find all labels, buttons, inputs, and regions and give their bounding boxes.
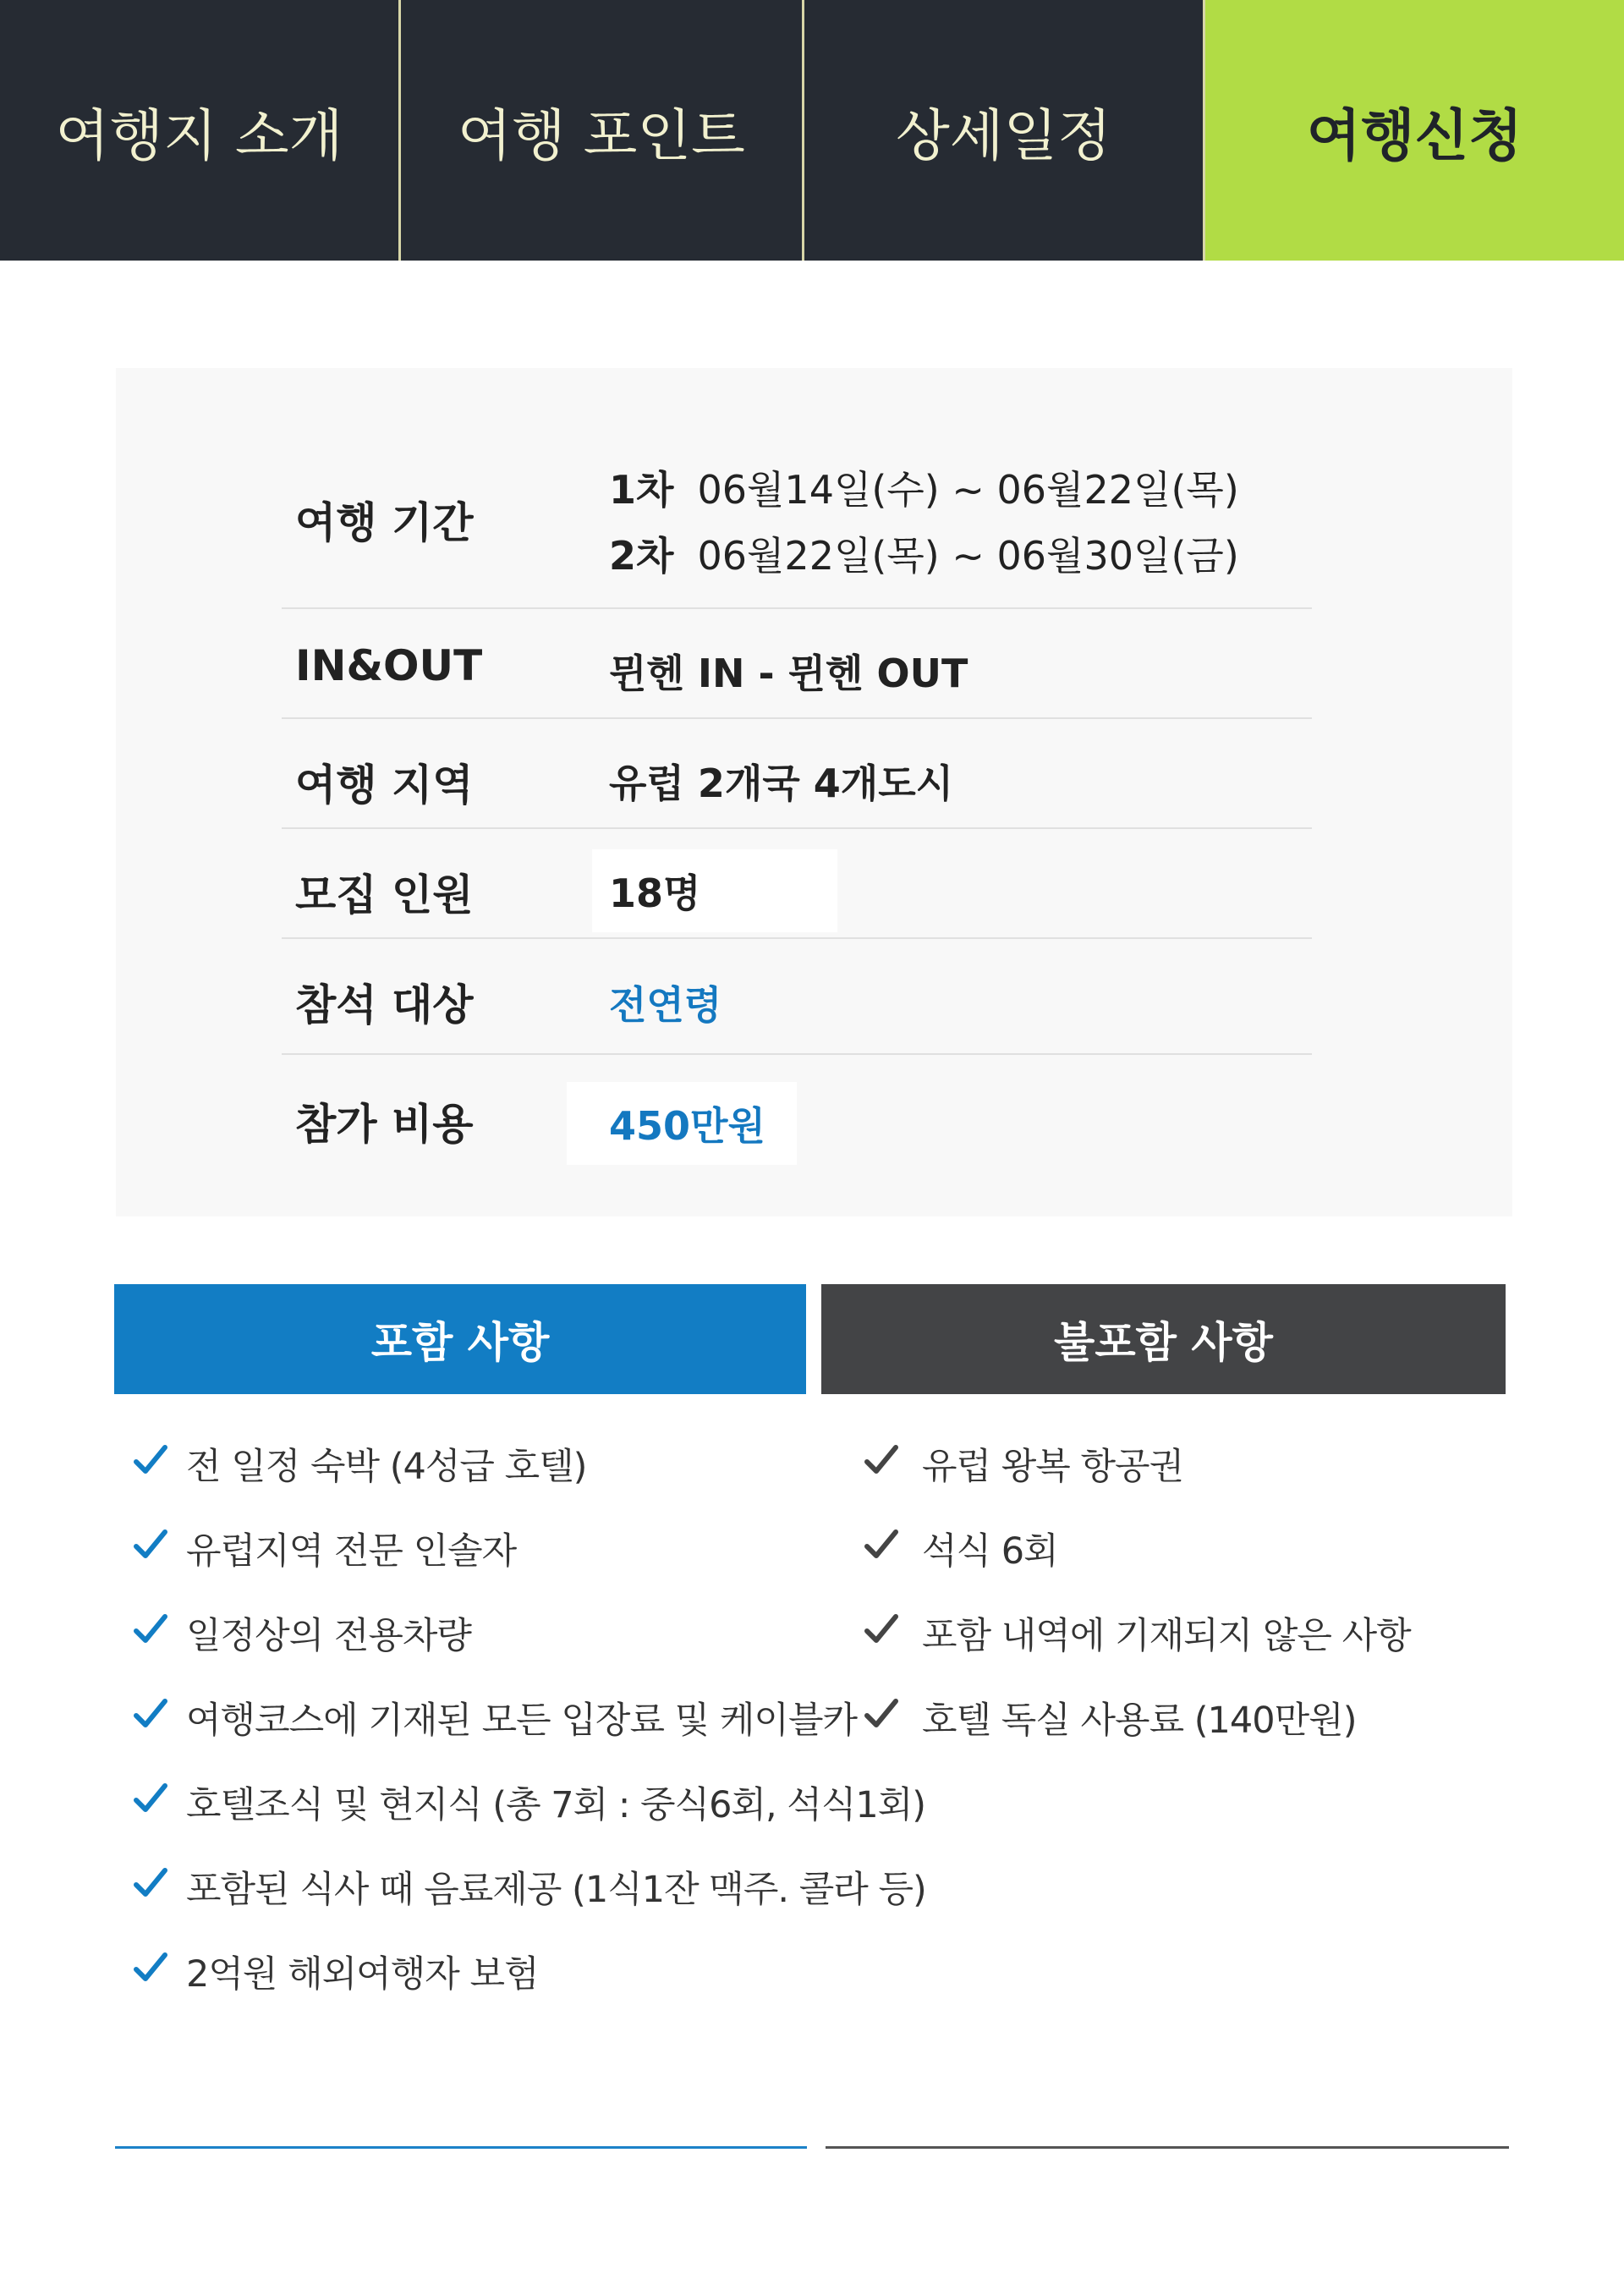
check-blue-icon (134, 1861, 186, 1909)
period-value (609, 457, 1239, 589)
tab-points[interactable]: 여행 포인트 (401, 0, 804, 261)
list-item (864, 1438, 1411, 1523)
region-value: 유럽 2개국 4개도시 (609, 761, 954, 806)
cost-value-wrap (584, 1082, 797, 1165)
info-row-target (282, 941, 1312, 1055)
target-label: 참석 대상 (295, 980, 474, 1030)
check-blue-icon (134, 1523, 186, 1571)
tab-itinerary[interactable]: 상세일정 (804, 0, 1205, 261)
inout-value: 뮌헨 IN - 뮌헨 OUT (609, 651, 968, 696)
list-item (864, 1607, 1411, 1692)
cost-value: 450만원 (567, 1082, 797, 1165)
list-item-text: 여행코스에 기재된 모든 입장료 및 케이블카 (186, 1700, 858, 1742)
trip-info-panel (116, 368, 1512, 1216)
check-gray-icon (864, 1607, 922, 1656)
tab-apply[interactable]: 여행신청 (1205, 0, 1624, 261)
info-row-inout (282, 611, 1312, 719)
info-row-region (282, 721, 1312, 829)
list-item-text: 유럽 왕복 항공권 (922, 1446, 1184, 1488)
list-item-text: 2억원 해외여행자 보험 (186, 1953, 539, 1996)
capacity-value-wrap (609, 849, 837, 932)
info-row-cost (282, 1057, 1312, 1175)
inout-label: IN&OUT (295, 641, 483, 690)
check-blue-icon (134, 1692, 186, 1740)
check-blue-icon (134, 1946, 186, 1994)
list-item (134, 1777, 926, 1861)
excluded-header: 불포함 사항 (821, 1284, 1506, 1394)
round-label: 2차 (609, 533, 674, 579)
list-item-text: 호텔 독실 사용료 (140만원) (922, 1700, 1357, 1742)
period-label: 여행 기간 (295, 498, 474, 547)
tab-destination[interactable]: 여행지 소개 (0, 0, 401, 261)
target-value: 전연령 (609, 982, 722, 1028)
list-item (134, 1438, 926, 1523)
list-item (134, 1861, 926, 1946)
check-blue-icon (134, 1607, 186, 1656)
check-blue-icon (134, 1777, 186, 1825)
list-item (864, 1523, 1411, 1607)
list-item (864, 1692, 1411, 1777)
list-item-text: 유럽지역 전문 인솔자 (186, 1530, 517, 1573)
cost-label: 참가 비용 (295, 1100, 474, 1149)
period-round-1 (609, 457, 1239, 523)
check-gray-icon (864, 1523, 922, 1571)
list-item-text: 포함된 식사 때 음료제공 (1식1잔 맥주. 콜라 등) (186, 1869, 926, 1911)
list-item-text: 석식 6회 (922, 1530, 1058, 1573)
info-row-period (282, 457, 1312, 609)
list-item (134, 1946, 926, 2030)
info-row-capacity (282, 831, 1312, 939)
included-list (134, 1438, 926, 2030)
list-item-text: 일정상의 전용차량 (186, 1615, 471, 1657)
list-item-text: 전 일정 숙박 (4성급 호텔) (186, 1446, 587, 1488)
capacity-label: 모집 인원 (295, 870, 474, 920)
tab-bar (0, 0, 1624, 261)
round-dates: 06월22일(목) ~ 06월30일(금) (697, 533, 1239, 579)
excluded-bottom-divider (826, 2146, 1509, 2149)
list-item-text: 호텔조식 및 현지식 (총 7회 : 중식6회, 석식1회) (186, 1784, 926, 1826)
round-label: 1차 (609, 467, 674, 513)
round-dates: 06월14일(수) ~ 06월22일(목) (697, 467, 1239, 513)
list-item (134, 1523, 926, 1607)
list-item (134, 1607, 926, 1692)
check-gray-icon (864, 1438, 922, 1486)
included-bottom-divider (115, 2146, 807, 2149)
check-blue-icon (134, 1438, 186, 1486)
excluded-list (864, 1438, 1411, 1777)
capacity-value: 18명 (592, 849, 837, 932)
list-item-text: 포함 내역에 기재되지 않은 사항 (922, 1615, 1411, 1657)
list-item (134, 1692, 926, 1777)
included-header: 포함 사항 (114, 1284, 806, 1394)
period-round-2 (609, 523, 1239, 589)
check-gray-icon (864, 1692, 922, 1740)
region-label: 여행 지역 (295, 761, 474, 810)
